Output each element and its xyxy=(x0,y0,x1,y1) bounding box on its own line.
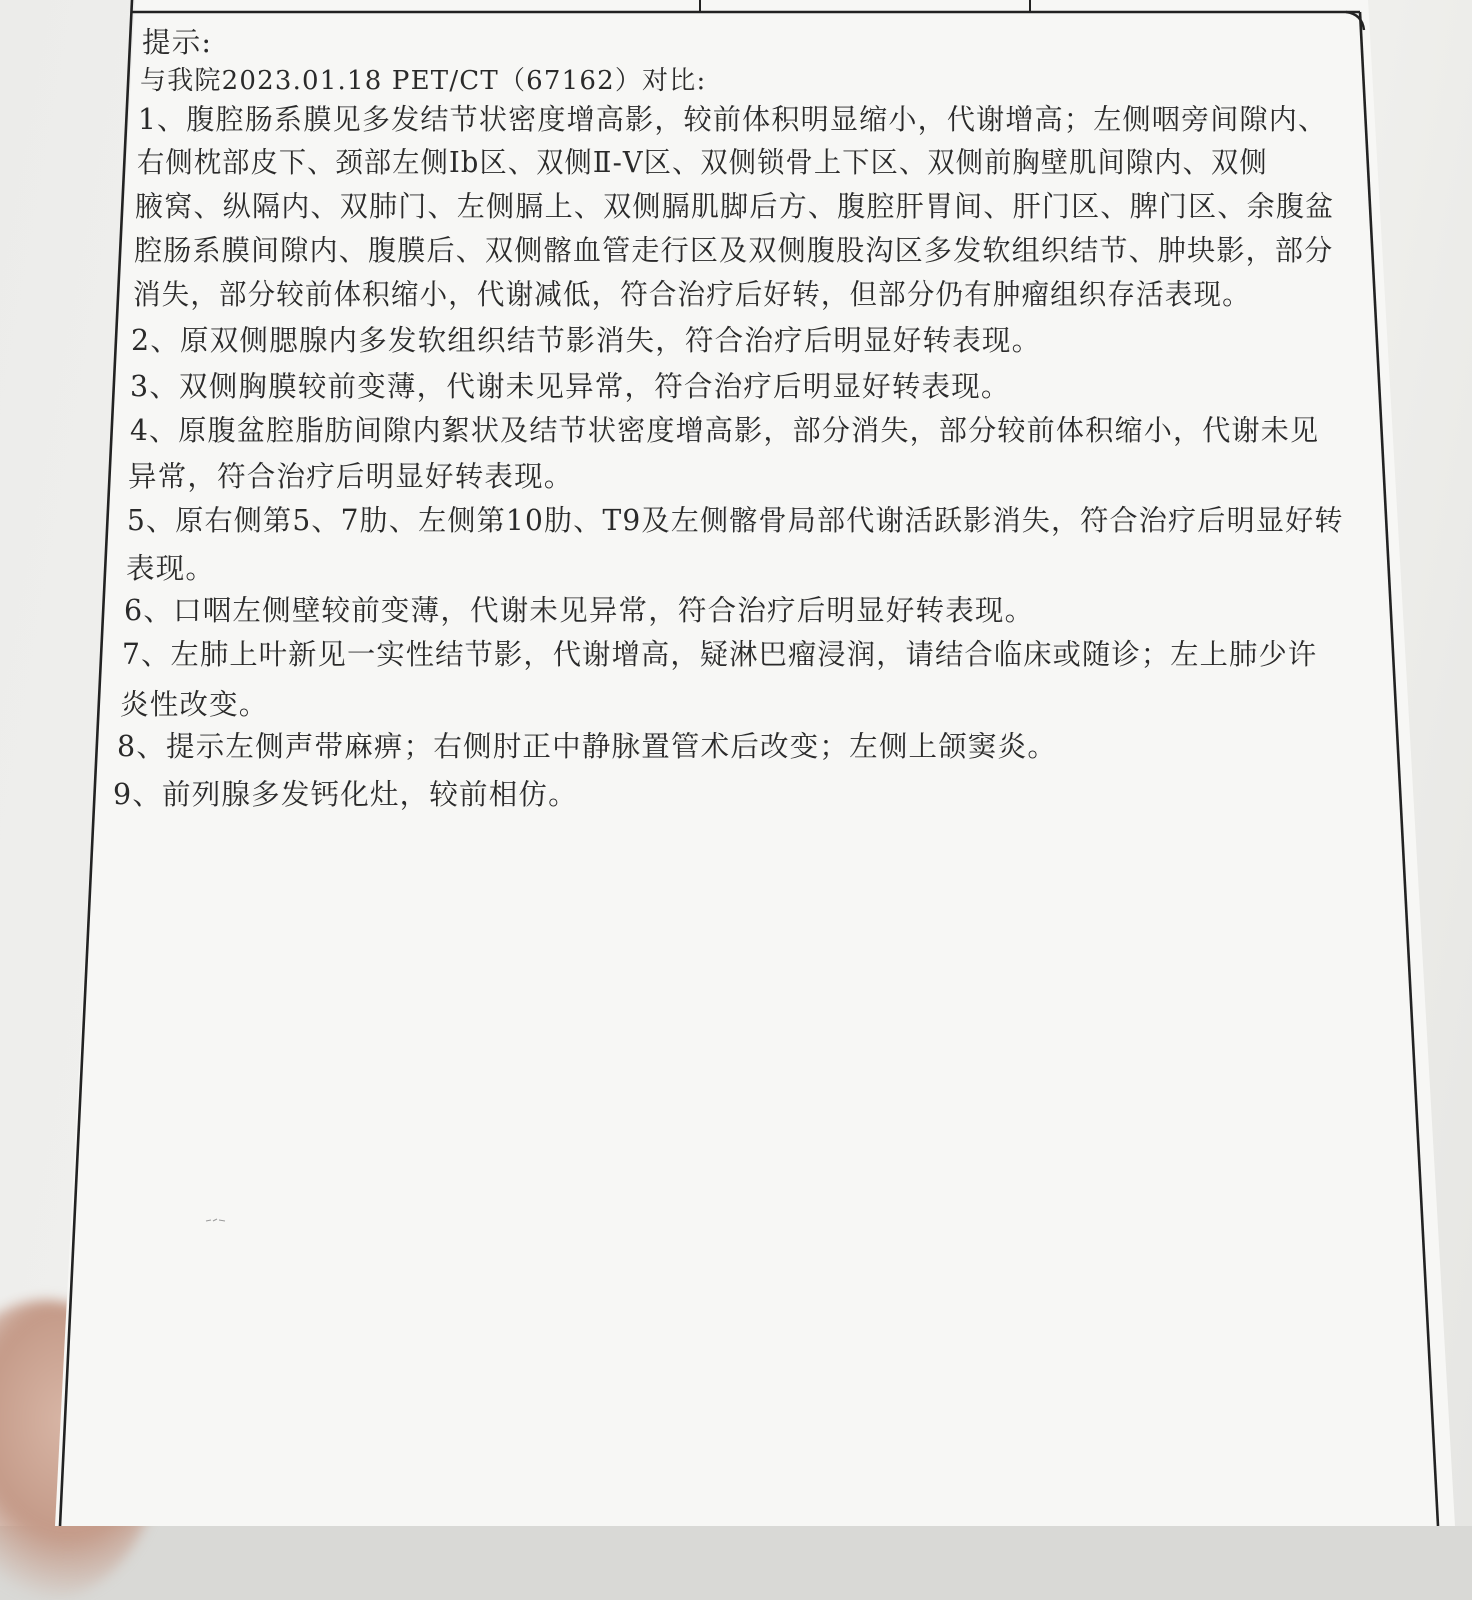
finding-2-line-1: 2、原双侧腮腺内多发软组织结节影消失，符合治疗后明显好转表现。 xyxy=(131,324,1042,357)
finding-7-line-1: 7、左肺上叶新见一实性结节影，代谢增高，疑淋巴瘤浸润，请结合临床或随诊；左上肺少许 xyxy=(122,638,1318,671)
finding-1-line-4: 腔肠系膜间隙内、腹膜后、双侧髂血管走行区及双侧腹股沟区多发软组织结节、肿块影，部分 xyxy=(134,234,1334,267)
ink-speck xyxy=(205,1216,227,1222)
finding-1-line-5: 消失，部分较前体积缩小，代谢减低，符合治疗后好转，但部分仍有肿瘤组织存活表现。 xyxy=(133,278,1251,311)
finding-5-line-2: 表现。 xyxy=(126,552,216,585)
finding-4-line-2: 异常，符合治疗后明显好转表现。 xyxy=(128,460,574,493)
finding-4-line-1: 4、原腹盆腔脂肪间隙内絮状及结节状密度增高影，部分消失，部分较前体积缩小，代谢未见 xyxy=(130,414,1320,447)
finding-1-line-1: 1、腹腔肠系膜见多发结节状密度增高影，较前体积明显缩小，代谢增高；左侧咽旁间隙内、 xyxy=(138,103,1328,136)
finding-8-line-1: 8、提示左侧声带麻痹；右侧肘正中静脉置管术后改变；左侧上颌窦炎。 xyxy=(117,730,1058,763)
hint-heading: 提示: xyxy=(142,26,213,59)
comparison-line: 与我院2023.01.18 PET/CT（67162）对比: xyxy=(140,66,707,96)
finding-7-line-2: 炎性改变。 xyxy=(120,688,269,721)
finding-1-line-2: 右侧枕部皮下、颈部左侧Ⅰb区、双侧Ⅱ-Ⅴ区、双侧锁骨上下区、双侧前胸壁肌间隙内、双侧 xyxy=(137,146,1268,179)
finding-6-line-1: 6、口咽左侧壁较前变薄，代谢未见异常，符合治疗后明显好转表现。 xyxy=(124,594,1035,627)
finding-9-line-1: 9、前列腺多发钙化灶，较前相仿。 xyxy=(113,778,578,811)
finding-3-line-1: 3、双侧胸膜较前变薄，代谢未见异常，符合治疗后明显好转表现。 xyxy=(130,370,1011,403)
finding-5-line-1: 5、原右侧第5、7肋、左侧第10肋、T9及左侧髂骨局部代谢活跃影消失，符合治疗后明显好转 xyxy=(127,504,1344,537)
finding-1-line-3: 腋窝、纵隔内、双肺门、左侧膈上、双侧膈肌脚后方、腹腔肝胃间、肝门区、脾门区、余腹盆 xyxy=(135,190,1335,223)
